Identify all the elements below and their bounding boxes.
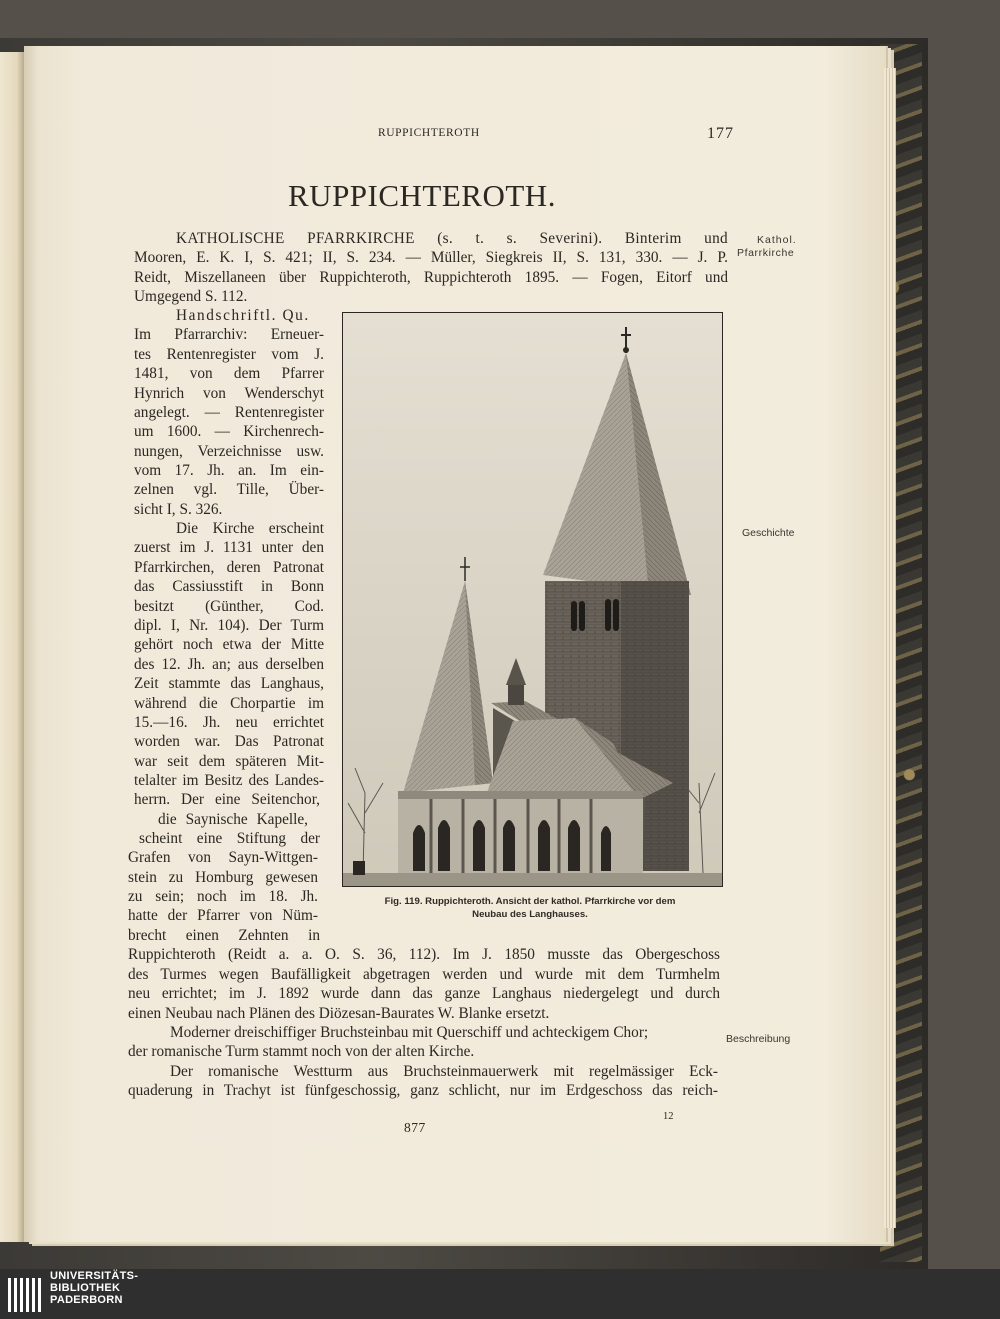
text-line: Grafen von Sayn-Wittgen- [128,849,318,866]
text-line: des 12. Jh. an; aus derselben [134,656,324,673]
marginal-note-kathol: Kathol. [757,234,797,246]
text-line: worden war. Das Patronat [134,733,324,750]
text-line: quaderung in Trachyt ist fünfgeschossig, ganz schlicht, nur im Erdgeschoss das reich- [128,1082,718,1099]
church-photograph [342,312,723,887]
text-line: Ruppichteroth (Reidt a. a. O. S. 36, 112). Im J. 1850 musste das Obergeschoss [128,946,720,963]
text-line: sicht I, S. 326. [134,501,223,518]
text-line: hatte der Pfarrer von Nüm- [128,907,318,924]
text-line: Handschriftl. Qu. [176,307,310,324]
text-line: zuerst im J. 1131 unter den [134,539,324,556]
text-line: Mooren, E. K. I, S. 421; II, S. 234. — Müller, Siegkreis II, S. 131, 330. — J. P. [134,249,728,266]
text-line: des Turmes wegen Baufälligkeit abgetragen werden und wurde mit dem Turmhelm [128,966,720,983]
text-line: Im Pfarrarchiv: Erneuer- [134,326,324,343]
text-line: die Saynische Kapelle, [158,811,308,828]
text-line: einen Neubau nach Plänen des Diözesan-Baurates W. Blanke ersetzt. [128,1005,550,1022]
text-line: Die Kirche erscheint [176,520,324,537]
running-head: RUPPICHTEROTH [378,127,480,139]
text-line: KATHOLISCHE PFARRKIRCHE (s. t. s. Severini). Binterim und [176,230,728,247]
marginal-note-pfarrkirche: Pfarrkirche [737,247,795,259]
signature-mark: 12 [663,1111,674,1122]
figure-caption [335,896,725,921]
text-line: Der romanische Westturm aus Bruchsteinmauerwerk mit regelmässiger Eck- [170,1063,718,1080]
library-footer [0,1269,1000,1319]
text-line: Umgegend S. 112. [134,288,248,305]
text-line: besitzt (Günther, Cod. [134,598,324,615]
text-line: Pfarrkirchen, deren Patronat [134,559,324,576]
text-line: vom 17. Jh. an. Im ein- [134,462,324,479]
text-line: dipl. I, Nr. 104). Der Turm [134,617,324,634]
text-line: während die Chorpartie im [134,695,324,712]
text-line: scheint eine Stiftung der [139,830,320,847]
text-line: herrn. Der eine Seitenchor, [134,791,320,808]
footer-page-number: 877 [404,1120,426,1135]
marginal-note-geschichte: Geschichte [742,527,795,539]
text-line: angelegt. — Rentenregister [134,404,324,421]
library-name-line: BIBLIOTHEK [50,1282,121,1294]
text-line: neu errichtet; im J. 1892 wurde dann das ganze Langhaus niedergelegt und durch [128,985,720,1002]
text-line: Hynrich von Wenderschyt [134,385,324,402]
text-line: Reidt, Miszellaneen über Ruppichteroth, Ruppichteroth 1895. — Fogen, Eitorf und [134,269,728,286]
text-line: nungen, Verzeichnisse usw. [134,443,324,460]
page-number: 177 [707,125,734,142]
text-line: Moderner dreischiffiger Bruchsteinbau mit Querschiff und achteckigem Chor; [170,1024,649,1041]
marginal-note-beschreibung: Beschreibung [726,1033,791,1045]
church-illustration [343,313,722,886]
library-logo-icon [6,1272,46,1316]
text-line: das Cassiusstift in Bonn [134,578,324,595]
text-line: um 1600. — Kirchenrech- [134,423,324,440]
text-line: telalter im Besitz des Landes- [134,772,324,789]
text-line: zelnen vgl. Tille, Über- [134,481,324,498]
library-name-line: PADERBORN [50,1294,123,1306]
page-title: RUPPICHTEROTH. [288,178,556,213]
library-name-line: UNIVERSITÄTS- [50,1270,139,1282]
text-line: war seit dem späteren Mit- [134,753,324,770]
text-line: Zeit stammte das Langhaus, [134,675,324,692]
text-line: gehört noch etwa der Mitte [134,636,324,653]
page-block-edge [884,68,896,1228]
text-line: brecht einen Zehnten in [128,927,320,944]
text-line: der romanische Turm stammt noch von der alten Kirche. [128,1043,475,1060]
text-line: 1481, von dem Pfarrer [134,365,324,382]
text-line: tes Rentenregister vom J. [134,346,324,363]
figure-caption-line: Neubau des Langhauses. [472,908,588,920]
figure-caption-line: Fig. 119. Ruppichteroth. Ansicht der kathol. Pfarrkirche vor dem [384,896,676,907]
text-line: zu sein; noch im 18. Jh. [128,888,318,905]
left-page-edge [0,52,24,1242]
text-line: stein zu Homburg gewesen [128,869,318,886]
text-line: 15.—16. Jh. neu errichtet [134,714,324,731]
